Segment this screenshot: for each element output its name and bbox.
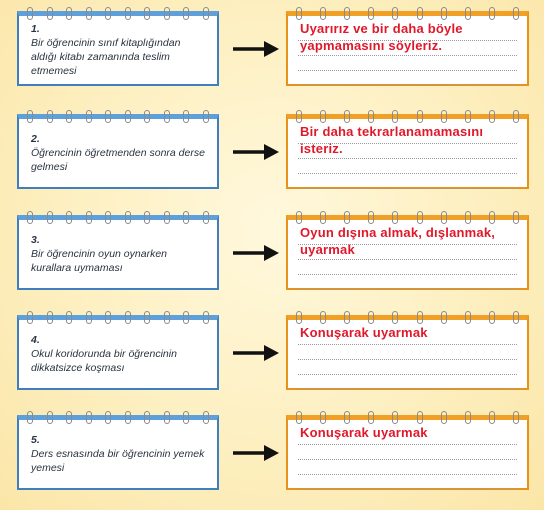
answer-card (286, 114, 529, 189)
spiral-ring-icon (344, 110, 350, 123)
spiral-ring-icon (320, 411, 326, 424)
situation-question: Ders esnasında bir öğrencinin yemek yemesi (31, 448, 205, 474)
situation-number: 4. (31, 334, 40, 346)
spiral-binding (296, 411, 519, 425)
spiral-ring-icon (513, 7, 519, 20)
spiral-ring-icon (489, 110, 495, 123)
spiral-ring-icon (513, 311, 519, 324)
spiral-ring-icon (344, 411, 350, 424)
spiral-ring-icon (296, 211, 302, 224)
situation-number: 5. (31, 434, 40, 446)
situation-text (31, 333, 209, 375)
situation-question: Bir öğrencinin oyun oynarken kurallara uymaması (31, 248, 167, 274)
spiral-ring-icon (417, 411, 423, 424)
spiral-ring-icon (465, 311, 471, 324)
spiral-ring-icon (513, 110, 519, 123)
spiral-ring-icon (489, 211, 495, 224)
situation-question: Okul koridorunda bir öğrencinin dikkatsizce koşması (31, 348, 177, 374)
exercise-row-4 (0, 310, 544, 398)
spiral-ring-icon (296, 411, 302, 424)
spiral-ring-icon (441, 110, 447, 123)
spiral-ring-icon (513, 411, 519, 424)
answer-text: Uyarırız ve bir daha böyle yapmamasını söyleriz. (300, 21, 463, 53)
spiral-binding (296, 211, 519, 225)
spiral-ring-icon (441, 211, 447, 224)
answer-text: Oyun dışına almak, dışlanmak, uyarmak (300, 225, 496, 257)
spiral-ring-icon (489, 311, 495, 324)
spiral-ring-icon (392, 211, 398, 224)
spiral-ring-icon (392, 7, 398, 20)
spiral-ring-icon (392, 411, 398, 424)
spiral-ring-icon (441, 411, 447, 424)
spiral-ring-icon (489, 411, 495, 424)
spiral-ring-icon (296, 110, 302, 123)
answer-card (286, 315, 529, 390)
situation-number: 3. (31, 234, 40, 246)
situation-card (17, 415, 219, 490)
spiral-ring-icon (489, 7, 495, 20)
situation-number: 2. (31, 133, 40, 145)
spiral-ring-icon (392, 311, 398, 324)
situation-text (31, 433, 209, 475)
answer-card (286, 11, 529, 86)
spiral-ring-icon (320, 110, 326, 123)
arrow-right-icon (232, 40, 280, 58)
spiral-binding (296, 311, 519, 325)
spiral-ring-icon (368, 311, 374, 324)
spiral-ring-icon (368, 411, 374, 424)
spiral-ring-icon (417, 110, 423, 123)
spiral-ring-icon (320, 211, 326, 224)
spiral-ring-icon (296, 311, 302, 324)
spiral-ring-icon (344, 211, 350, 224)
arrow-right-icon (232, 143, 280, 161)
spiral-ring-icon (465, 110, 471, 123)
exercise-row-1 (0, 6, 544, 94)
spiral-ring-icon (417, 311, 423, 324)
exercise-row-3 (0, 210, 544, 298)
situation-text (31, 22, 209, 78)
spiral-ring-icon (368, 211, 374, 224)
spiral-ring-icon (368, 110, 374, 123)
exercise-row-2 (0, 109, 544, 197)
arrow-right-icon (232, 244, 280, 262)
answer-text: Konuşarak uyarmak (300, 425, 428, 440)
spiral-binding (296, 7, 519, 21)
arrow-right-icon (232, 344, 280, 362)
spiral-ring-icon (465, 7, 471, 20)
spiral-ring-icon (320, 7, 326, 20)
exercise-row-5 (0, 410, 544, 498)
situation-number: 1. (31, 23, 40, 35)
situation-text (31, 233, 209, 275)
situation-card (17, 11, 219, 86)
spiral-ring-icon (417, 7, 423, 20)
spiral-ring-icon (441, 311, 447, 324)
spiral-ring-icon (344, 7, 350, 20)
situation-card (17, 215, 219, 290)
spiral-ring-icon (513, 211, 519, 224)
situation-question: Bir öğrencinin sınıf kitaplığından aldığı kitabı zamanında teslim etmemesi (31, 37, 181, 77)
answer-text: Konuşarak uyarmak (300, 325, 428, 340)
spiral-ring-icon (417, 211, 423, 224)
spiral-ring-icon (441, 7, 447, 20)
situation-card (17, 315, 219, 390)
situation-question: Öğrencinin öğretmenden sonra derse gelmesi (31, 147, 205, 173)
spiral-ring-icon (465, 211, 471, 224)
answer-text: Bir daha tekrarlanamamasını isteriz. (300, 124, 484, 156)
spiral-ring-icon (368, 7, 374, 20)
spiral-ring-icon (344, 311, 350, 324)
spiral-ring-icon (320, 311, 326, 324)
answer-card (286, 215, 529, 290)
spiral-ring-icon (392, 110, 398, 123)
spiral-ring-icon (465, 411, 471, 424)
spiral-binding (296, 110, 519, 124)
answer-card (286, 415, 529, 490)
situation-card (17, 114, 219, 189)
arrow-right-icon (232, 444, 280, 462)
spiral-ring-icon (296, 7, 302, 20)
situation-text (31, 132, 209, 174)
